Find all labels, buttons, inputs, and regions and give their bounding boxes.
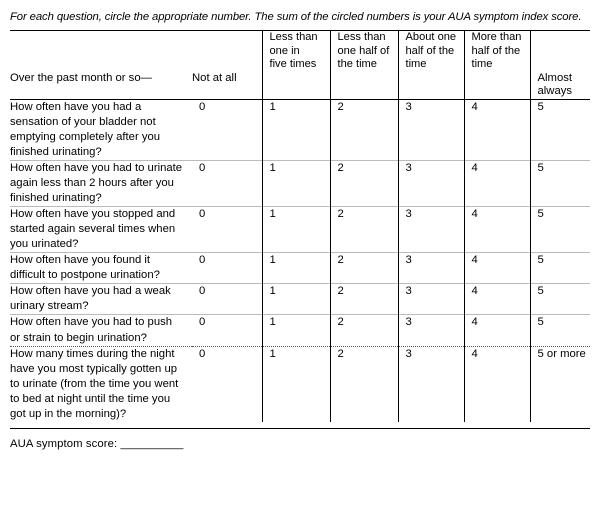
answer-option-3[interactable]: 3 [398,284,464,315]
answer-option-2[interactable]: 2 [330,253,398,284]
column-header-more-than-half-of-the-time [464,31,530,72]
answer-option-4[interactable]: 4 [464,100,530,161]
answer-option-1[interactable]: 1 [262,284,330,315]
question-text-label: How often have you had to urinate again less than 2 hours after you finished urinating? [10,162,183,205]
column-header-almost-always [530,31,590,72]
table-subheader-row [10,72,590,100]
answer-option-0[interactable]: 0 [192,207,262,253]
table-row [10,284,590,315]
form-instruction: For each question, circle the appropriate number. The sum of the circled numbers is your AUA symptom index score. [10,11,582,23]
answer-option-0[interactable]: 0 [192,161,262,207]
table-header-row [10,31,590,72]
table-row [10,161,590,207]
header-line-3: five times [269,58,317,71]
question-text [10,253,192,284]
header-line-3: time [405,58,427,71]
table-row [10,207,590,253]
column-header-almost-always-label: Almost always [530,72,590,100]
header-line-2: one in [269,44,300,57]
answer-option-1[interactable]: 1 [262,161,330,207]
column-header-less-than-one-in-five-times [262,31,330,72]
header-line-1: Less than [269,31,318,44]
question-text [10,207,192,253]
answer-option-4[interactable]: 4 [464,284,530,315]
question-text [10,315,192,346]
answer-option-3[interactable]: 3 [398,315,464,346]
answer-option-3[interactable]: 3 [398,161,464,207]
answer-option-1[interactable]: 1 [262,100,330,161]
answer-option-5[interactable]: 5 [530,284,590,315]
question-text-label: How often have you had a weak urinary stream? [10,285,171,313]
row-header-label: Over the past month or so— [10,71,152,84]
header-line-2: half of the [471,44,521,57]
answer-option-1[interactable]: 1 [262,315,330,346]
header-line-3: the time [337,58,377,71]
header-line-3: time [471,58,493,71]
answer-option-3[interactable]: 3 [398,253,464,284]
header-line-2: half of the [405,44,455,57]
answer-option-1[interactable]: 1 [262,347,330,422]
answer-option-5[interactable]: 5 [530,161,590,207]
answer-option-4[interactable]: 4 [464,161,530,207]
header-line-1: Less than [337,31,386,44]
question-text [10,347,192,422]
answer-option-4[interactable]: 4 [464,315,530,346]
answer-option-0[interactable]: 0 [192,284,262,315]
subheader-spacer-2 [330,72,398,100]
answer-option-5[interactable]: 5 or more [530,347,590,422]
question-text-label: How many times during the night have you most typically gotten up to urinate (from the time you went to bed at night until the time you got up in the morning)? [10,347,179,420]
answer-option-5[interactable]: 5 [530,207,590,253]
score-line [10,429,590,450]
answer-option-0[interactable]: 0 [199,347,206,360]
header-line-2: one half of [337,44,390,57]
subheader-spacer-4 [464,72,530,100]
header-line-1: About one [405,31,457,44]
answer-option-3[interactable]: 3 [398,347,464,422]
answer-option-1[interactable]: 1 [262,253,330,284]
question-text [10,161,192,207]
question-text [10,100,192,161]
question-text-label: How often have you had to push or strain to begin urination? [10,316,173,344]
answer-option-3[interactable]: 3 [398,100,464,161]
answer-option-3[interactable]: 3 [398,207,464,253]
answer-option-1[interactable]: 1 [262,207,330,253]
header-blank [10,31,192,72]
table-row [10,253,590,284]
column-header-about-one-half-of-the-time [398,31,464,72]
subheader-spacer-1 [262,72,330,100]
question-text-label: How often have you stopped and started again several times when you urinated? [10,208,176,251]
answer-option-4[interactable]: 4 [464,207,530,253]
table-row [10,100,590,161]
header-line-1: More than [471,31,522,44]
answer-option-5[interactable]: 5 [530,100,590,161]
score-label: AUA symptom score: [10,437,118,450]
question-text-label: How often have you found it difficult to postpone urination? [10,254,160,282]
answer-option-0[interactable]: 0 [199,101,206,114]
answer-option-4[interactable]: 4 [464,347,530,422]
column-header-less-than-one-half-of-the-time [330,31,398,72]
score-input-blank[interactable]: __________ [120,437,184,450]
answer-option-2[interactable]: 2 [330,347,398,422]
question-text-label: How often have you had a sensation of your bladder not emptying completely after you finished urinating? [10,101,161,159]
answer-option-2[interactable]: 2 [330,315,398,346]
answer-option-4[interactable]: 4 [464,253,530,284]
table-row [10,347,590,422]
answer-option-0[interactable]: 0 [192,253,262,284]
subheader-spacer-3 [398,72,464,100]
table-row [10,315,590,346]
answer-option-2[interactable]: 2 [330,284,398,315]
answer-option-2[interactable]: 2 [330,207,398,253]
answer-option-2[interactable]: 2 [330,161,398,207]
column-header-not-at-all [192,31,262,72]
aua-symptom-table [10,30,590,421]
answer-option-0[interactable]: 0 [192,315,262,346]
answer-option-5[interactable]: 5 [530,253,590,284]
answer-option-5[interactable]: 5 [530,315,590,346]
question-text [10,284,192,315]
column-header-not-at-all-label: Not at all [192,71,237,84]
answer-option-2[interactable]: 2 [330,100,398,161]
